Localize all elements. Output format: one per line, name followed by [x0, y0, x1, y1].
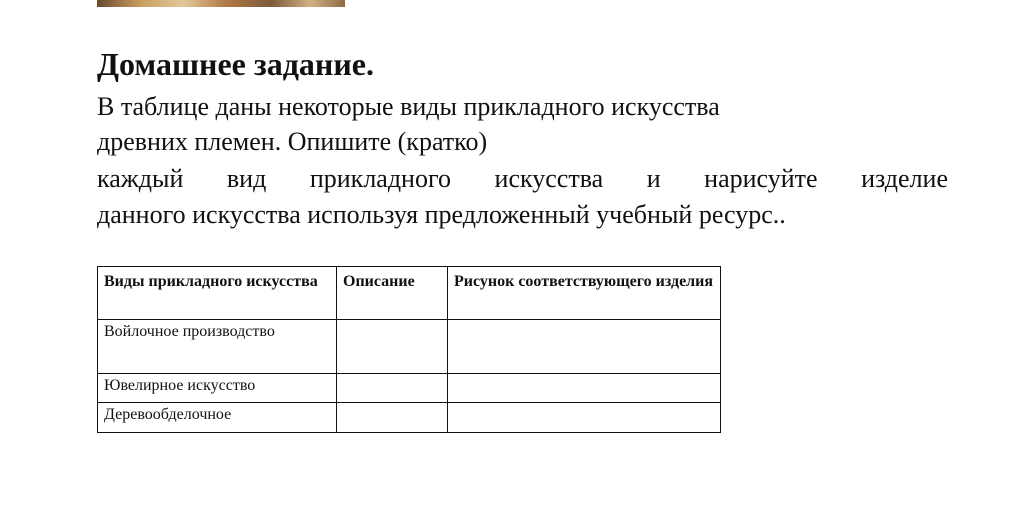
table-row: [98, 374, 721, 403]
cell-kind: Войлочное производство: [98, 320, 337, 374]
page-title: Домашнее задание.: [97, 46, 374, 82]
table-row: [98, 320, 721, 374]
cell-drawing[interactable]: [448, 320, 721, 374]
top-decorative-image: [97, 0, 345, 7]
cell-description[interactable]: [337, 374, 448, 403]
instructions-line-4: данного искусства используя предложенный учебный ресурс..: [97, 200, 786, 229]
instructions-line-2: древних племен. Опишите (кратко): [97, 127, 488, 156]
cell-kind: Ювелирное искусство: [98, 374, 337, 403]
cell-description[interactable]: [337, 403, 448, 433]
instructions-line-1: В таблице даны некоторые виды прикладного искусства: [97, 92, 720, 121]
cell-drawing[interactable]: [448, 403, 721, 433]
homework-table: [97, 266, 721, 433]
table-row: [98, 403, 721, 433]
cell-kind: Деревообделочное: [98, 403, 337, 433]
instructions-line-3: каждый вид прикладного искусства и нарисуйте изделие: [97, 164, 948, 193]
cell-drawing[interactable]: [448, 374, 721, 403]
header-kind: Виды прикладного искусства: [98, 267, 337, 320]
table-header-row: [98, 267, 721, 320]
header-drawing: Рисунок соответствующего изделия: [448, 267, 721, 320]
cell-description[interactable]: [337, 320, 448, 374]
header-description: Описание: [337, 267, 448, 320]
